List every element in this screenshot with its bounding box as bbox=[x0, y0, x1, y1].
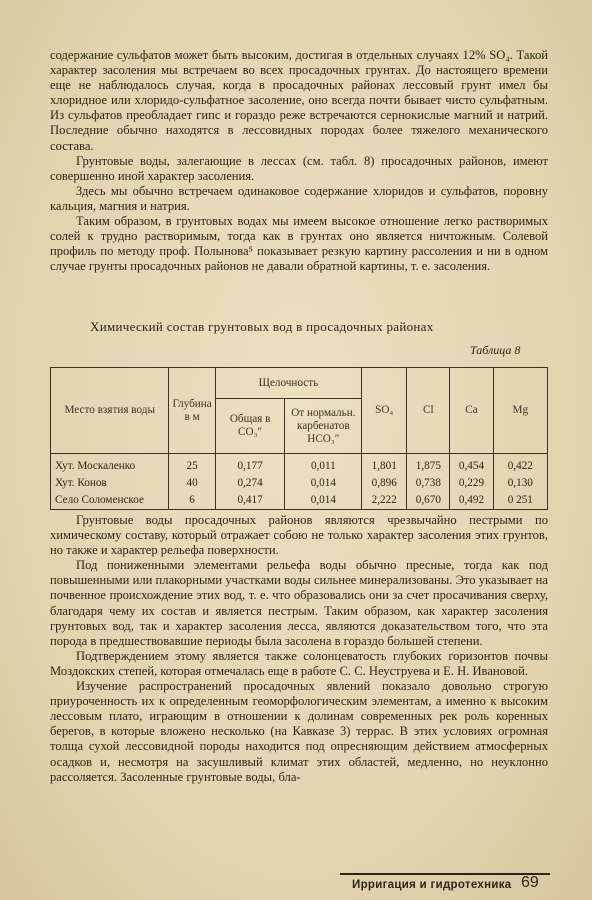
cell-so4: 0,896 bbox=[362, 475, 407, 492]
water-chemistry-table bbox=[50, 367, 548, 510]
paragraph: Здесь мы обычно встречаем одинаковое содержание хлоридов и сульфатов, поровну кальция, магния и натрия. bbox=[50, 183, 548, 213]
cell-ca: 0,492 bbox=[450, 492, 493, 510]
cell-place: Село Соломенское bbox=[51, 492, 169, 510]
paragraph: Под пониженными элементами рельефа воды обычно пресные, тогда как под повышенными или плакорными участками воды сильнее минерализованы. Это указывает на почвенное происхождение этих вод, т. е. что образовались они за счет просачивания сверху, благодаря чему их состав и является пестрым. Таким образом, как характер засоления грунтовых вод, так и характер засоления лесса, являются доказательством того, что эта порода в предшествовавшие периоды была засолена в гораздо большей степени. bbox=[50, 558, 548, 648]
cell-cl: 0,670 bbox=[407, 492, 450, 510]
text-block-bottom bbox=[50, 513, 548, 785]
header-normal-carbonates: От нормальн. карбенатов HCO₃″ bbox=[285, 399, 362, 454]
header-cl: Cl bbox=[407, 368, 450, 454]
cell-place: Хут. Москаленко bbox=[51, 454, 169, 476]
paragraph: Таким образом, в грунтовых водах мы имеем высокое отношение легко растворимых солей к трудно растворимым, тогда как в грунтах оно является ничтожным. Солевой профиль по методу проф. Полынова⁵ показывает резкую картину рассоления и ни в одном случае грунты просадочных районов не давали обратной картины, т. е. засоления. bbox=[50, 214, 548, 274]
cell-total: 0,274 bbox=[215, 475, 285, 492]
page-number: 69 bbox=[521, 874, 539, 891]
cell-ca: 0,454 bbox=[450, 454, 493, 476]
cell-depth: 6 bbox=[169, 492, 215, 510]
cell-cl: 0,738 bbox=[407, 475, 450, 492]
header-mg: Mg bbox=[493, 368, 547, 454]
paragraph: Грунтовые воды просадочных районов являются чрезвычайно пестрыми по химическому составу, который отражает собою не только характер засоления этих грунтов, но также и характер рельефа поверхности. bbox=[50, 513, 548, 558]
table-row bbox=[51, 475, 548, 492]
paragraph: Грунтовые воды, залегающие в лессах (см. табл. 8) просадочных районов, имеют совершенно иной характер засоления. bbox=[50, 153, 548, 183]
paragraph: содержание сульфатов может быть высоким, достигая в отдельных случаях 12% SO₄. Такой характер засоления мы встречаем во всех просадочных грунтах. До настоящего времени еще не наблюдалось случая, когда в просадочных районах лессовый грунт имел бы хлоридное или хлоридо-сульфатное засоление, оно всегда почти бывает чисто сульфатным. Из сульфатов преобладает гипс и гораздо реже встречаются сернокислые магний и натрий. Последние обычно находятся в лессовидных породах более тяжелого механического состава. bbox=[50, 48, 548, 153]
paragraph: Изучение распространений просадочных явлений показало довольно строгую приуроченность их к определенным геоморфологическим элементам, а именно к высоким лессовым плато, играющим в отношении к долинам современных рек роль коренных берегов, в которые вложено несколько (на Кавказе 3) террас. В этих условиях огромная толща сухой лессовидной породы находится под опресняющим действием атмосферных осадков и, несмотря на засушливый климат этих областей, медленно, но неуклонно рассоляется. Засоленные грунтовые воды, бла- bbox=[50, 679, 548, 784]
paragraph: Подтверждением этому является также солонцеватость глубоких горизонтов почвы Моздокских степей, которая отмечалась еще в работе С. С. Неуструева и Е. Н. Ивановой. bbox=[50, 648, 548, 678]
cell-total: 0,177 bbox=[215, 454, 285, 476]
cell-mg: 0 251 bbox=[493, 492, 547, 510]
table-number: Таблица 8 bbox=[470, 343, 521, 357]
journal-title: Ирригация и гидротехника bbox=[352, 879, 512, 891]
table-row bbox=[51, 492, 548, 510]
cell-ca: 0,229 bbox=[450, 475, 493, 492]
cell-total: 0,417 bbox=[215, 492, 285, 510]
cell-normal: 0,014 bbox=[285, 475, 362, 492]
cell-cl: 1,875 bbox=[407, 454, 450, 476]
cell-so4: 2,222 bbox=[362, 492, 407, 510]
footer-rule bbox=[340, 873, 550, 875]
cell-normal: 0,011 bbox=[285, 454, 362, 476]
text-block-top bbox=[50, 48, 548, 274]
table-row bbox=[51, 454, 548, 476]
header-alkalinity: Щелочность bbox=[215, 368, 361, 399]
cell-mg: 0,422 bbox=[493, 454, 547, 476]
cell-normal: 0,014 bbox=[285, 492, 362, 510]
cell-depth: 40 bbox=[169, 475, 215, 492]
cell-depth: 25 bbox=[169, 454, 215, 476]
cell-mg: 0,130 bbox=[493, 475, 547, 492]
cell-place: Хут. Конов bbox=[51, 475, 169, 492]
header-so4: SO₄ bbox=[362, 368, 407, 454]
cell-so4: 1,801 bbox=[362, 454, 407, 476]
header-total-alkalinity: Общая в CO₃″ bbox=[215, 399, 285, 454]
table-title: Химический состав грунтовых вод в просадочных районах bbox=[90, 319, 434, 334]
header-ca: Ca bbox=[450, 368, 493, 454]
header-place: Место взятия воды bbox=[51, 368, 169, 454]
header-depth: Глубина в м bbox=[169, 368, 215, 454]
